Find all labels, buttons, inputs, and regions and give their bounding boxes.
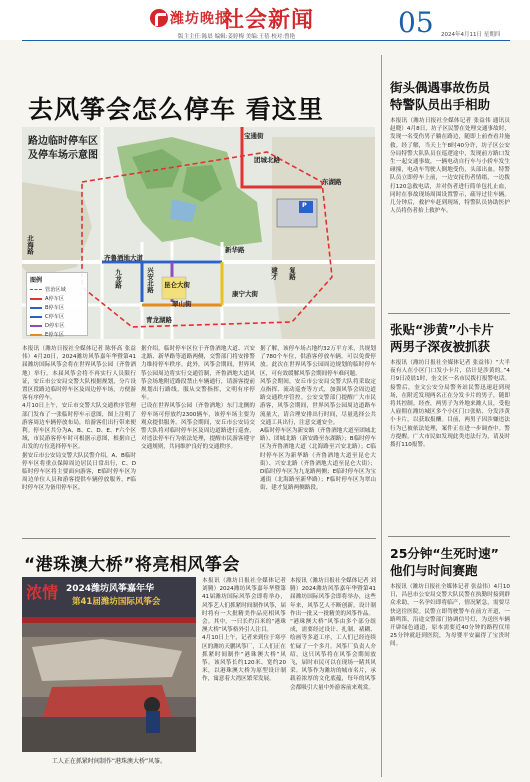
legend-label: A停车区 — [45, 296, 65, 302]
legend-title: 图例 — [30, 277, 43, 284]
legend-swatch — [30, 316, 42, 318]
label-qinghe: 青龙湖路 — [146, 316, 172, 324]
masthead — [0, 0, 530, 40]
story2-headline-line2: 两男子深夜被抓获 — [390, 339, 491, 354]
header-rule — [22, 40, 510, 41]
legend-label: C停车区 — [45, 314, 65, 320]
label-xinglong: 兴安北路 — [146, 267, 154, 293]
label-xinhua: 新华路 — [225, 246, 245, 254]
legend-row — [30, 321, 84, 330]
label-cuishan: 翠山街 — [172, 300, 192, 308]
legend-row — [30, 312, 84, 321]
story1-body: 本报讯（潍坊日报社全媒体记者 张益伟 通讯员 赵晓）4月8日，坊子区民警在处理交通事故时，发现一名受伤男子躺在路边，随即上前查看并施救。经了解，当天上午8时40分许，坊子区公安分局特警大队队员在巡逻途中，发现前方路口发生一起交通事故，一辆电动自行车与小轿车发生碰撞，电动车驾驶人倒地受伤，头部出血。特警队员立即停车上前，一边安抚伤者情绪，一边拨打120急救电话，并对伤者进行简单包扎止血，同时在事故现场周围设置警示，疏导过往车辆。几分钟后，救护车赶到现场，特警队员协助医护人员将伤者抬上救护车。 — [390, 118, 510, 215]
map-legend — [26, 272, 88, 336]
legend-label: E停车区 — [45, 332, 64, 338]
label-jiutian: 九龙路 — [114, 269, 122, 289]
main-story-col3: 据了解，该停车场占地约32万平方米，共规划了780个车位，供游客停放车辆，可以免费停放。此次在世界风筝公园周边规划的临时停车区，可有效缓解风筝会期间停车难问题。 风筝会期间，安丘市公安局交警大队将采取定点指挥、流动巡查等方式，加强风筝会周边道路交通秩序管控。公安交警部门提醒广大市民游客，风筝会期间，世界风筝公园周边道路车流量大，请合理安排出行时间，尽量选择公共交通工具出行，注意交通安全。 A临时停车区为新安路（齐鲁酒地大道至团城北路）、团城北路（新安路至东湖路）；B临时停车区为齐鲁酒地大道（北海路至兴安北路）；C临时停车区为新华路（齐鲁酒地大道至昆仑大街）、兴安北路（齐鲁酒地大道至昆仑大街）；D临时停车区为九龙路两侧；E临时停车区为宝通街（北海路至新华路）；F临时停车区为翠山街、建才复路两侧路段。 — [260, 346, 376, 492]
story1-headline-line1: 街头偶遇事故伤员 — [390, 80, 491, 95]
label-tuancheng: 团城北路 — [254, 156, 280, 164]
parking-map — [22, 127, 375, 339]
legend-label: 管治区域 — [45, 287, 66, 293]
column-divider — [381, 55, 382, 777]
photo-caption: 工人正在抓紧时间制作“港珠澳大桥”风筝。 — [51, 758, 167, 765]
banner-line2: 第41届潍坊国际风筝会 — [72, 597, 161, 607]
page-number: 05 — [398, 6, 434, 39]
legend-label: D停车区 — [45, 323, 65, 329]
main-story-col2: 据介绍，临时停车区位于齐鲁酒地大道、兴安北路、新华路等道路两侧，交警部门将安排警力维持停车秩序。此外，风筝会期间，世界风筝公园周边将实行交通管制，齐鲁酒地大道风筝会场地附近路段禁止车辆通行，请游客提前规划出行路线，服从交警指挥，文明有序停车。 已设在世界风筝公园（齐鲁酒地）东门北侧的停车场可停放约2300辆车，该停车场主要为观众提供服务。风筝会期间，安丘市公安局交警大队将对临时停车区及周边道路进行巡查，对违法停车行为依法处理，提醒市民游客遵守交通规则，共同维护良好的交通秩序。 — [141, 346, 255, 451]
map-title — [28, 135, 98, 163]
story3-headline-line2: 他们与时间赛跑 — [390, 563, 478, 578]
label-jiancai: 建才 — [270, 267, 278, 280]
issue-date: 2024年4月11日 星期四 — [441, 32, 501, 38]
legend-row — [30, 303, 84, 312]
legend-swatch — [30, 289, 42, 291]
banner-logo: 浓情 — [26, 583, 59, 602]
bottom-story-col-a: 本报讯（潍坊日报社全媒体记者 刘腾）2024潍坊风筝嘉年华暨第41届潍坊国际风筝会即将举办，风筝艺人们抓紧时间制作风筝，届时将有一大批精美作品亮相风筝会。其中，一只长约百米的“港珠澳大桥”风筝格外引人注目。 4月10日上午，记者来到位于寒亭区的潍坊天鹏风筝厂，工人们正在抓紧时间制作“港珠澳大桥”风筝。该风筝长约120米、宽约20米，以港珠澳大桥为原型设计制作，寓意着大湾区繁荣发展。 — [202, 578, 286, 683]
story-separator — [388, 313, 510, 314]
story-separator — [388, 536, 510, 537]
legend-swatch — [30, 307, 42, 309]
legend-swatch — [30, 334, 42, 336]
bottom-story-col-b: 本报讯（潍坊日报社全媒体记者 刘腾）2024潍坊风筝嘉年华暨第41届潍坊国际风筝会即将举办，这些年来，风筝艺人不断创新，设计制作出一批又一批精美的风筝作品。 “港珠澳大桥”风筝由多个部分组成，需要经过设计、扎制、裱糊、绘画等多道工序，工人们已经连续忙碌了一个多月。风筝厂负责人介绍，这只风筝将在风筝会期间放飞，届时市民可以在现场一睹其风采。风筝作为潍坊的城市名片，承载着浓厚的文化底蕴，每年的风筝会都吸引大量中外游客前来观赏。 — [290, 578, 376, 691]
story2-headline-line1: 张贴“涉黄”小卡片 — [390, 322, 494, 337]
label-donghu: 东湖路 — [322, 178, 342, 186]
legend-row — [30, 330, 84, 339]
label-qilu: 齐鲁酒地大道 — [104, 254, 143, 262]
story3-body: 本报讯（潍坊日报社全媒体记者 张益伟）4月10日，昌邑市公安局交警大队民警在执勤时接到群众求助，一名孕妇即将临产，情况紧急，需要尽快送往医院。民警立即驾驶警车在前方开道，一路鸣笛，沿途交警部门协调信号灯，为送医车辆开辟绿色通道，原本需要近40分钟的路程仅用25分钟就赶到医院，为母婴平安赢得了宝贵时间。 — [390, 584, 510, 648]
story1-headline-line2: 特警队员出手相助 — [390, 97, 491, 112]
parking-badge: P — [302, 201, 307, 209]
label-kunlun: 昆仑大街 — [164, 281, 190, 289]
map-title-line1: 路边临时停车区 — [28, 136, 98, 147]
main-headline: 去风筝会怎么停车 看这里 — [28, 95, 324, 124]
legend-label: B停车区 — [45, 305, 65, 311]
legend-swatch — [30, 325, 42, 327]
label-north: 宝通街 — [244, 132, 264, 140]
banner-line1: 2024潍坊风筝嘉年华 — [66, 584, 155, 594]
kite-workshop-photo — [22, 577, 196, 752]
newspaper-logo-icon — [150, 9, 168, 27]
bottom-headline: “港珠澳大桥”将亮相风筝会 — [24, 555, 240, 575]
paper-name: 潍坊晚报 — [170, 11, 230, 27]
legend-row — [30, 294, 84, 303]
legend-row — [30, 285, 84, 294]
label-kangning: 康宁大街 — [232, 290, 258, 298]
bottom-separator — [22, 538, 376, 539]
story3-headline-line1: 25分钟“生死时速” — [390, 546, 499, 561]
urban-east — [272, 137, 375, 339]
story2-body: 本报讯（潍坊日报社全媒体记者 张益伟）“大半夜有人在小区门口发小卡片，估计是涉黄的。”4月9日凌晨1时，奎文区一名市民拨打报警电话。接警后，奎文公安分局警务站民警迅速赶到现场，在附近发现两名正在分发卡片的男子，随即将其控制。经查，两男子为外地来潍人员，受他人雇佣在潍坊城区多个小区门口张贴、分发涉黄小卡片，以获取报酬。目前，两男子因涉嫌违法行为已被依法处理，案件正在进一步调查中。警方提醒，广大市民如发现此类违法行为，请及时拨打110报警。 — [390, 360, 510, 449]
main-story-col1: 本报讯（潍坊日报社全媒体记者 陈怀高 张益伟）4月20日，2024潍坊风筝嘉年华暨第41届潍坊国际风筝会将在世界风筝公园（齐鲁酒地）举行。本届风筝会将不再实行人员限行证，安丘市公安局交警大队根据规划，分片设置区段路边临时停车区及周边停车场，方便游客有序停车。 4月10日上午，安丘市交警大队交通秩序管理部门发布了一张临时停车示意图，图上注明了游客周边车辆停放布局，给游客们出行带来便利。停车区共分为A、B、C、D、E、F六个区域，市民游客停车时可根据示意图，根据自己出发的方位选择停车区。 据安丘市公安局交警大队民警介绍，A、B临时停车区将重点保障周边居民日常出行，C、D临时停车区将主要面向游客，E临时停车区为周边单位人员和游客提供车辆停放服务，F临时停车区为备用停车区。 — [22, 346, 136, 492]
editors-line: 版主主任:陈晨 编辑:姜婷梅 美编:王蓓 校对:曾艳 — [178, 34, 296, 40]
label-fu: 复路 — [288, 267, 296, 280]
map-title-line2: 及停车场示意图 — [28, 150, 98, 161]
legend-swatch — [30, 298, 42, 300]
label-beihai: 北海路 — [26, 235, 34, 255]
section-name: 社会新闻 — [222, 7, 315, 33]
